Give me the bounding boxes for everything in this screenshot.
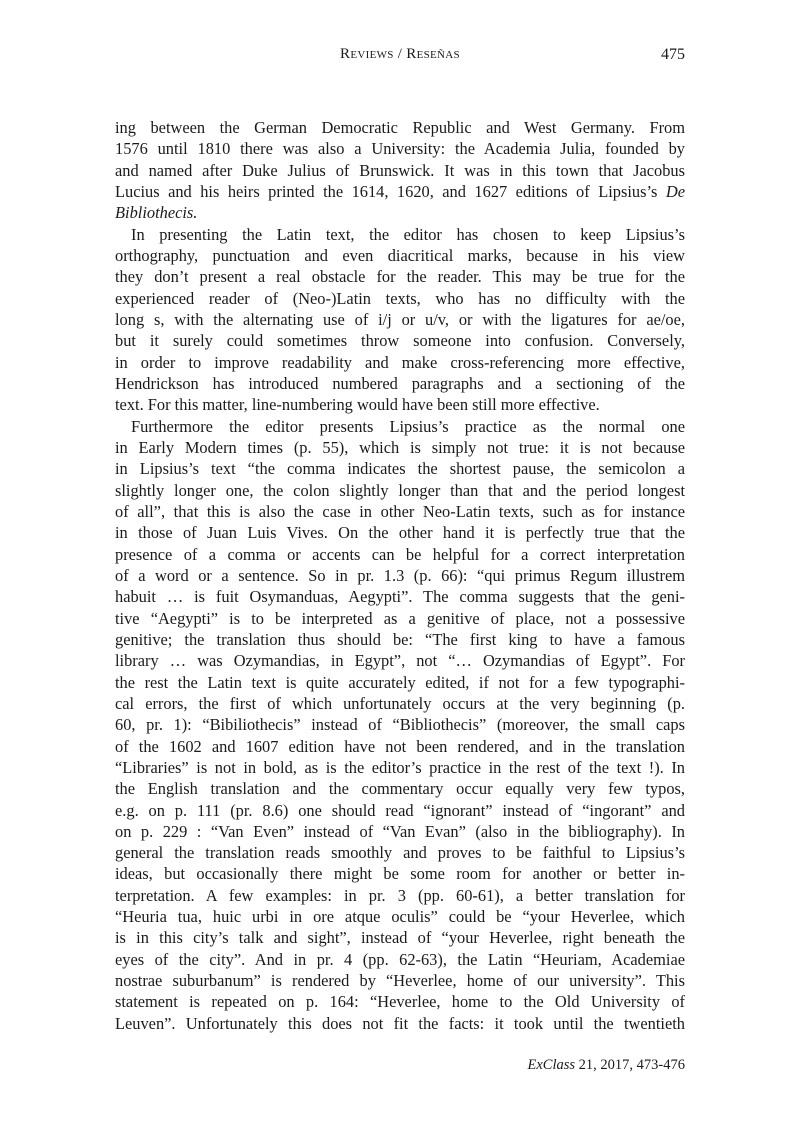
text-segment: “Heuria tua, huic urbi in ore atque oculis” could be “your Heverlee, which: [115, 907, 685, 927]
text-segment: the English translation and the commentary occur equally very few typos,: [115, 779, 685, 799]
running-head: [115, 46, 685, 68]
text-segment: In presenting the Latin text, the editor has chosen to keep Lipsius’s: [131, 224, 685, 244]
text-segment: eyes of the city”. And in pr. 4 (pp. 62-63), the Latin “Heuriam, Academiae: [115, 949, 685, 969]
text-segment: of a word or a sentence. So in pr. 1.3 (p. 66): “qui primus Regum illustrem: [115, 565, 685, 585]
text-line: [115, 160, 685, 181]
text-segment: Lucius and his heirs printed the 1614, 1620, and 1627 editions of Lipsius’s: [115, 181, 666, 201]
journal-name: ExClass: [527, 1057, 576, 1073]
text-line: [115, 714, 685, 735]
text-segment: e.g. on p. 111 (pr. 8.6) one should read “ignorant” instead of “ingorant” and: [115, 800, 685, 820]
text-segment: nostrae suburbanum” is rendered by “Heverlee, home of our university”. This: [115, 971, 685, 991]
text-line: [115, 736, 685, 757]
text-segment: in Early Modern times (p. 55), which is simply not true: it is not because: [115, 437, 685, 457]
text-line: [115, 501, 685, 522]
footer-citation: [528, 1057, 686, 1074]
text-segment: Hendrickson has introduced numbered paragraphs and a sectioning of the: [115, 373, 685, 393]
text-segment: in those of Juan Luis Vives. On the other hand it is perfectly true that the: [115, 523, 685, 543]
text-segment: the rest the Latin text is quite accurately edited, if not for a few typographi-: [115, 672, 685, 692]
paragraph: [115, 117, 685, 224]
text-line: [115, 352, 685, 373]
text-line: [115, 906, 685, 927]
text-segment: general the translation reads smoothly and proves to be faithful to Lipsius’s: [115, 843, 685, 863]
text-segment: on p. 229 : “Van Even” instead of “Van Evan” (also in the bibliography). In: [115, 821, 685, 841]
text-segment: habuit … is fuit Osymanduas, Aegypti”. The comma suggests that the geni-: [115, 587, 685, 607]
text-segment: 1576 until 1810 there was also a University: the Academia Julia, founded by: [115, 139, 685, 159]
text-segment: statement is repeated on p. 164: “Heverlee, home to the Old University of: [115, 992, 685, 1012]
text-line: [115, 650, 685, 671]
text-line: [115, 991, 685, 1012]
text-line: [115, 181, 685, 202]
text-segment: terpretation. A few examples: in pr. 3 (pp. 60-61), a better translation for: [115, 885, 685, 905]
text-line: [115, 949, 685, 970]
text-segment: text. For this matter, line-numbering would have been still more effective.: [115, 395, 600, 415]
text-line: [115, 309, 685, 330]
text-line: [115, 224, 685, 245]
page-number: 475: [661, 46, 685, 63]
text-line: [115, 821, 685, 842]
text-line: [115, 202, 685, 223]
text-line: [115, 117, 685, 138]
text-line: [115, 1013, 685, 1034]
text-segment: and named after Duke Julius of Brunswick. It was in this town that Jacobus: [115, 160, 685, 180]
text-line: [115, 245, 685, 266]
text-segment: genitive; the translation thus should be: “The first king to have a famous: [115, 629, 685, 649]
text-line: [115, 629, 685, 650]
text-segment: but it surely could sometimes throw someone into confusion. Conversely,: [115, 331, 685, 351]
text-segment: orthography, punctuation and even diacritical marks, because in his view: [115, 245, 685, 265]
paragraph: [115, 416, 685, 1035]
text-segment: slightly longer one, the colon slightly longer than that and the period longest: [115, 480, 685, 500]
text-line: [115, 266, 685, 287]
italic-text: De: [665, 181, 685, 201]
paragraph: [115, 224, 685, 416]
text-segment: experienced reader of (Neo-)Latin texts, who has no difficulty with the: [115, 288, 685, 308]
text-segment: of the 1602 and 1607 edition have not been rendered, and in the translation: [115, 736, 685, 756]
text-line: [115, 885, 685, 906]
text-line: [115, 800, 685, 821]
text-segment: presence of a comma or accents can be helpful for a correct interpretation: [115, 544, 685, 564]
text-segment: library … was Ozymandias, in Egypt”, not “… Ozymandias of Egypt”. For: [115, 651, 685, 671]
text-line: [115, 330, 685, 351]
text-segment: ing between the German Democratic Republic and West Germany. From: [115, 118, 685, 137]
text-segment: in Lipsius’s text “the comma indicates the shortest pause, the semicolon a: [115, 459, 685, 479]
text-line: [115, 778, 685, 799]
text-segment: cal errors, the first of which unfortunately occurs at the very beginning (p.: [115, 693, 685, 713]
text-line: [115, 480, 685, 501]
body-text: [115, 117, 685, 1034]
text-line: [115, 927, 685, 948]
text-line: [115, 437, 685, 458]
text-segment: “Libraries” is not in bold, as is the editor’s practice in the rest of the text !). In: [115, 757, 685, 777]
text-line: [115, 757, 685, 778]
text-line: [115, 863, 685, 884]
text-line: [115, 544, 685, 565]
text-line: [115, 416, 685, 437]
citation-details: 21, 2017, 473-476: [575, 1057, 685, 1073]
italic-text: Bibliothecis.: [115, 203, 198, 223]
text-segment: in order to improve readability and make cross-referencing more effective,: [115, 352, 685, 372]
text-line: [115, 522, 685, 543]
text-segment: tive “Aegypti” is to be interpreted as a genitive of place, not a possessive: [115, 608, 685, 628]
text-line: [115, 394, 685, 415]
text-segment: 60, pr. 1): “Bibiliothecis” instead of “Bibliothecis” (moreover, the small caps: [115, 715, 685, 735]
text-segment: Furthermore the editor presents Lipsius’s practice as the normal one: [131, 416, 685, 436]
text-line: [115, 608, 685, 629]
text-line: [115, 693, 685, 714]
text-line: [115, 842, 685, 863]
text-segment: is in this city’s talk and sight”, instead of “your Heverlee, right beneath the: [115, 928, 685, 948]
text-line: [115, 288, 685, 309]
text-line: [115, 672, 685, 693]
text-line: [115, 138, 685, 159]
text-segment: ideas, but occasionally there might be some room for another or better in-: [115, 864, 685, 884]
text-segment: Leuven”. Unfortunately this does not fit the facts: it took until the twentieth: [115, 1013, 685, 1033]
text-segment: of all”, that this is also the case in other Neo-Latin texts, such as for instance: [115, 501, 685, 521]
text-line: [115, 970, 685, 991]
text-line: [115, 373, 685, 394]
text-segment: they don’t present a real obstacle for the reader. This may be true for the: [115, 267, 685, 287]
text-segment: long s, with the alternating use of i/j or u/v, or with the ligatures for ae/oe,: [115, 309, 685, 329]
text-line: [115, 458, 685, 479]
text-line: [115, 586, 685, 607]
text-line: [115, 565, 685, 586]
running-title: Reviews / Reseñas: [340, 46, 460, 62]
